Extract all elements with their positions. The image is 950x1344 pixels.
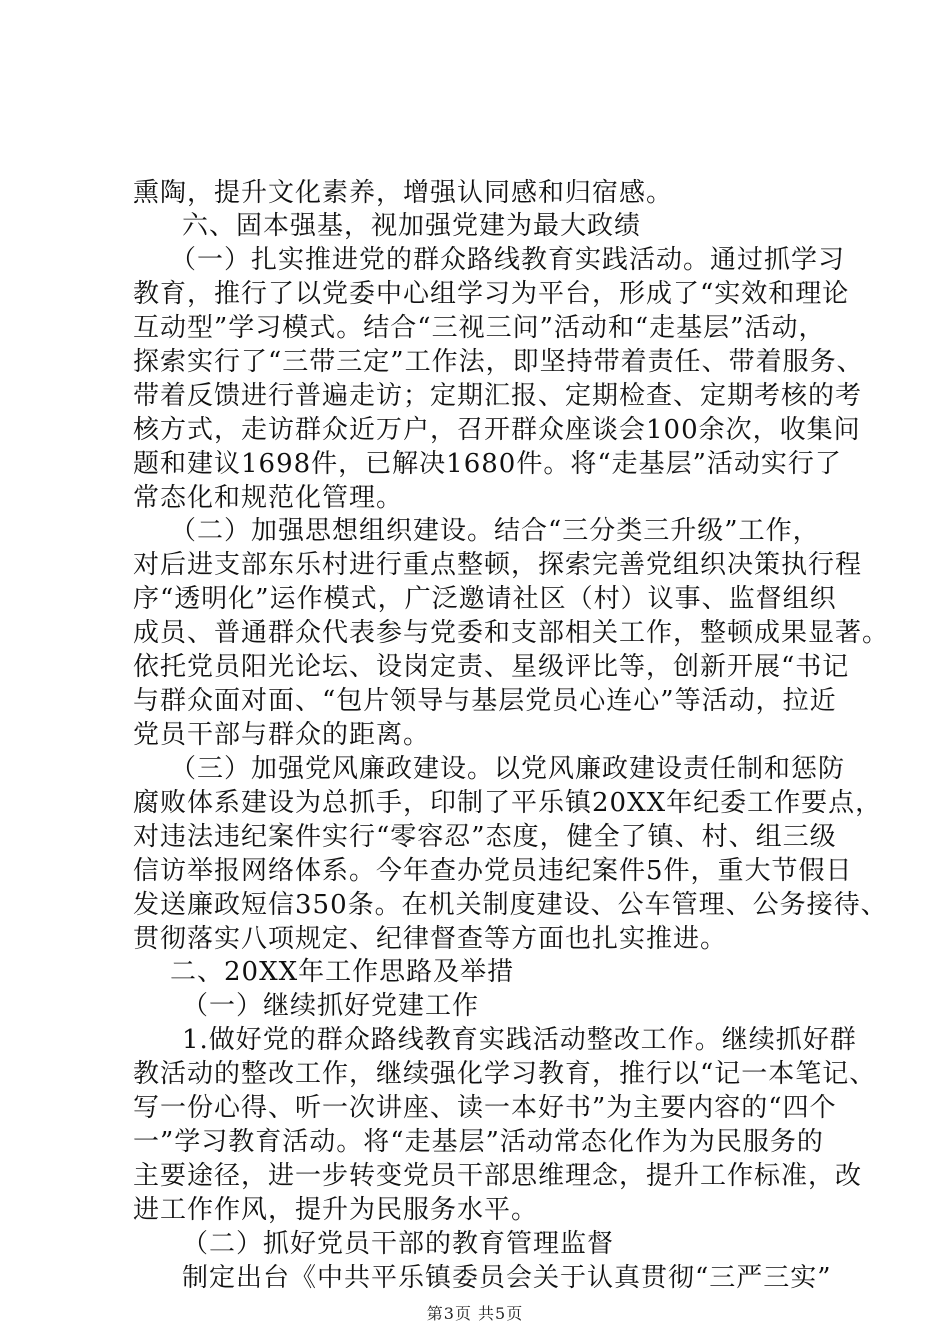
text-line: （三）加强党风廉政建设。以党风廉政建设责任制和惩防 [170,754,846,784]
text-line: 制定出台《中共平乐镇委员会关于认真贯彻“三严三实” [182,1263,832,1293]
text-line: 对违法违纪案件实行“零容忍”态度，健全了镇、村、组三级 [133,822,837,852]
text-line: 互动型”学习模式。结合“三视三问”活动和“走基层”活动， [133,313,826,343]
text-line: 依托党员阳光论坛、设岗定责、星级评比等，创新开展“书记 [133,652,850,682]
text-line: 成员、普通群众代表参与党委和支部相关工作，整顿成果显著。 [133,618,890,648]
text-line: 一”学习教育活动。将“走基层”活动常态化作为为民服务的 [133,1127,824,1157]
text-line: 党员干部与群众的距离。 [133,720,431,750]
text-line: （二）加强思想组织建设。结合“三分类三升级”工作， [170,516,820,546]
subsection-heading: （一）继续抓好党建工作 [182,991,480,1021]
text-line: 进工作作风，提升为民服务水平。 [133,1195,539,1225]
text-line: 教活动的整改工作，继续强化学习教育，推行以“记一本笔记、 [133,1059,877,1089]
text-line: 1.做好党的群众路线教育实践活动整改工作。继续抓好群 [182,1025,857,1055]
text-line: 对后进支部东乐村进行重点整顿，探索完善党组织决策执行程 [133,550,863,580]
text-line: 腐败体系建设为总抓手，印制了平乐镇20XX年纪委工作要点， [133,788,883,818]
text-line: 主要途径，进一步转变党员干部思维理念，提升工作标准，改 [133,1161,863,1191]
text-line: 教育，推行了以党委中心组学习为平台，形成了“实效和理论 [133,279,850,309]
text-line: 发送廉政短信350条。在机关制度建设、公车管理、公务接待、 [133,890,888,920]
section-heading: 二、20XX年工作思路及举措 [170,957,515,987]
text-line: 信访举报网络体系。今年查办党员违纪案件5件，重大节假日 [133,856,853,886]
text-line: （一）扎实推进党的群众路线教育实践活动。通过抓学习 [170,245,846,275]
text-line: 题和建议1698件，已解决1680件。将“走基层”活动实行了 [133,449,842,479]
text-line: 序“透明化”运作模式，广泛邀请社区（村）议事、监督组织 [133,584,837,614]
section-heading: 六、固本强基，视加强党建为最大政绩 [182,211,642,241]
text-line: 探索实行了“三带三定”工作法，即坚持带着责任、带着服务、 [133,347,864,377]
subsection-heading: （二）抓好党员干部的教育管理监督 [182,1229,615,1259]
text-line: 核方式，走访群众近万户，召开群众座谈会100余次，收集问 [133,415,861,445]
text-line: 带着反馈进行普遍走访；定期汇报、定期检查、定期考核的考 [133,381,863,411]
page-footer: 第3页 共5页 [426,1304,524,1323]
text-line: 与群众面对面、“包片领导与基层党员心连心”等活动，拉近 [133,686,837,716]
text-line: 写一份心得、听一次讲座、读一本好书”为主要内容的“四个 [133,1093,837,1123]
text-line: 熏陶，提升文化素养，增强认同感和归宿感。 [133,178,674,208]
text-line: 常态化和规范化管理。 [133,483,404,513]
text-line: 贯彻落实八项规定、纪律督查等方面也扎实推进。 [133,924,728,954]
